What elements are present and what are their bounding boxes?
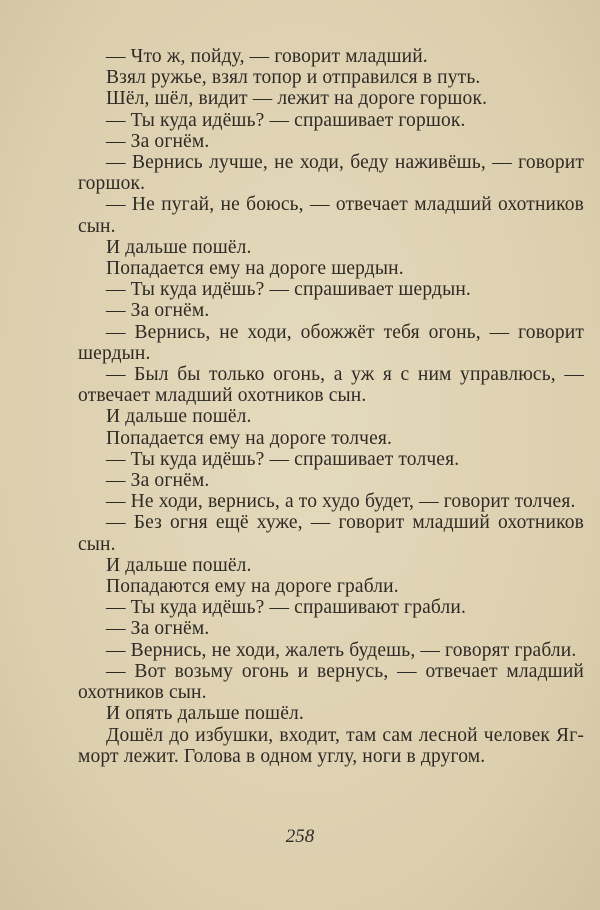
paragraph: — Ты куда идёшь? — спрашивает толчея.: [106, 448, 460, 470]
paragraph: И дальше пошёл.: [106, 554, 252, 576]
paragraph: — Вернись, не ходи, обожжёт тебя огонь, — говорит шердын.: [78, 321, 584, 364]
paragraph: — Без огня ещё хуже, — говорит младший охотников сын.: [78, 512, 584, 555]
paragraph: — Вернись, не ходи, жалеть будешь, — говорят грабли.: [106, 639, 577, 661]
paragraph: Попадается ему на дороге толчея.: [106, 427, 393, 449]
paragraph: — Вот возьму огонь и вернусь, — отвечает младший охотников сын.: [78, 660, 584, 704]
paragraph: — Не ходи, вернись, а то худо будет, — говорит толчея.: [106, 491, 576, 513]
paragraph: — Был бы только огонь, а уж я с ним управлюсь, — отвечает младший охотников сын.: [78, 364, 584, 407]
paragraph: — Вернись лучше, не ходи, беду наживёшь, — говорит горшок.: [78, 152, 584, 195]
page-text: [78, 46, 584, 767]
paragraph: И дальше пошёл.: [106, 406, 252, 428]
paragraph: Попадается ему на дороге шердын.: [106, 258, 404, 280]
paragraph: — Что ж, пойду, — говорит младший.: [106, 46, 428, 67]
paragraph: И дальше пошёл.: [106, 236, 252, 258]
paragraph: — Ты куда идёшь? — спрашивают грабли.: [106, 597, 466, 619]
paragraph: — Ты куда идёшь? — спрашивает шердын.: [106, 279, 471, 301]
paragraph: — Не пугай, не боюсь, — отвечает младший охотников сын.: [78, 194, 584, 237]
paragraph: Дошёл до избушки, входит, там сам лесной человек Яг-морт лежит. Голова в одном углу, ноги в другом.: [78, 724, 584, 767]
paragraph: — Ты куда идёшь? — спрашивает горшок.: [106, 109, 466, 131]
paragraph: — За огнём.: [106, 300, 210, 322]
paragraph: Попадаются ему на дороге грабли.: [106, 576, 399, 598]
paragraph: Шёл, шёл, видит — лежит на дороге горшок.: [106, 88, 488, 110]
paragraph: — За огнём.: [106, 130, 210, 152]
paragraph: — За огнём.: [106, 470, 210, 492]
page-number: 258: [285, 826, 315, 847]
paragraph: И опять дальше пошёл.: [106, 703, 304, 725]
paragraph: — За огнём.: [106, 618, 210, 640]
paragraph: Взял ружье, взял топор и отправился в путь.: [106, 67, 481, 89]
